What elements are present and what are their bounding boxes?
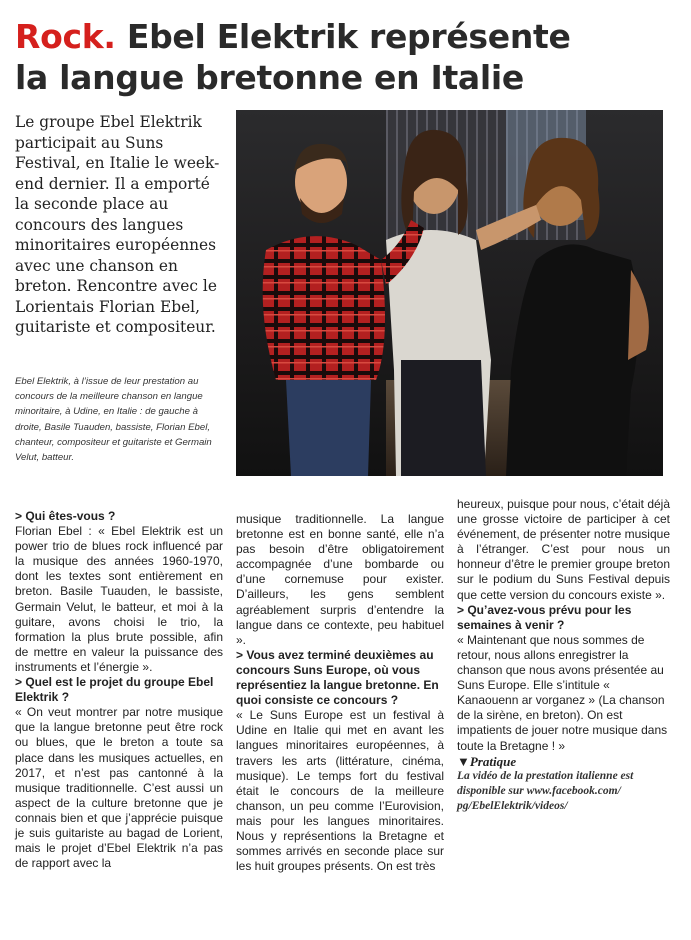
headline-line-2: la langue bretonne en Italie [15,58,524,97]
pratique-text: La vidéo de la prestation italienne est disponible sur www.facebook.com/ pg/EbelElektrik/videos/ [457,769,634,813]
headline-kicker: Rock. [15,17,116,56]
band-photo [236,110,663,476]
column-2 [236,512,444,874]
column-3 [457,497,670,815]
answer-4: « Maintenant que nous sommes de retour, nous allons enregistrer la chanson que nous avons présentée au Suns Europe. Elle s’intitule « Kanaouenn ar vorganez » (La chanson de la sirène, en breton). On est impatients de jouer notre musique dans toute la Bretagne ! » [457,632,668,753]
answer-3-continued: heureux, puisque pour nous, c’était déjà une grosse victoire de participer à cet événement, de présenter notre musique à l’étranger. C’est pour nous un honneur d’être le premier groupe breton sur le podium du Suns Festival depuis que cette version du concours existe ». [457,497,670,602]
answer-2-continued: musique traditionnelle. La langue bretonne est en bonne santé, elle n’a pas besoin d’être obligatoirement accompagnée d’une bombarde ou d’une cornemuse pour exister. D’ailleurs, les gens semblent agréablement surpris d’entendre la langue dans ce contexte, peu habituel ». [236,512,444,647]
lead-paragraph: Le groupe Ebel Elektrik participait au Suns Festival, en Italie le week-end dernier. Il a emporté la seconde place au concours des langues minoritaires européennes avec une chanson en breton. Rencontre avec le Lorientais Florian Ebel, guitariste et compositeur. [15,113,220,336]
answer-1: Florian Ebel : « Ebel Elektrik est un power trio de blues rock influencé par la musique des années 1960-1970, dont les textes sont entièrement en breton. Basile Tuauden, le bassiste, Germain Velut, le batteur, et moi à la guitare, avons choisi le trio, la formation la plus brute possible, afin de mettre en valeur la puissance des instruments et l’énergie ». [15,524,223,674]
question-3: > Vous avez terminé deuxièmes au concours Suns Europe, où vous représentiez la langue bretonne. En quoi consiste ce concours ? [236,647,439,708]
headline-title-part-1: Ebel Elektrik représente [126,17,571,56]
headline [15,16,685,98]
headline-line-1 [15,16,685,57]
column-1 [15,509,223,871]
answer-3: « Le Suns Europe est un festival à Udine en Italie qui met en avant les langues minoritaires européennes, à travers les arts (littérature, cinéma, musique). Le temps fort du festival était le concours de la meilleure chanson, un peu comme l’Eurovision, mais pour les langues minoritaires. Nous y représentions la Bretagne et sommes arrivés en seconde place sur les huit groupes présents. On est très [236,708,444,874]
question-2: > Quel est le projet du groupe Ebel Elektrik ? [15,675,214,705]
band-photo-illustration [236,110,663,476]
question-1: > Qui êtes-vous ? [15,509,116,523]
answer-2: « On veut montrer par notre musique que la langue bretonne peut être rock ou blues, que le breton a toute sa place dans les musiques actuelles, en 2017, et n’est pas cantonné à la musique traditionnelle. C’est aussi un aspect de la culture bretonne que je connais bien et que j’apprécie puisque je suis guitariste au bagad de Lorient, mais le projet d’Ebel Elektrik n’a pas de rapport avec la [15,705,223,871]
photo-caption: Ebel Elektrik, à l’issue de leur prestation au concours de la meilleure chanson en langue minoritaire, à Udine, en Italie : de gauche à droite, Basile Tuauden, bassiste, Florian Ebel, chanteur, compositeur et guitariste et Germain Velut, batteur. [15,376,212,464]
question-4: > Qu’avez-vous prévu pour les semaines à venir ? [457,602,632,632]
pratique-title: ▼Pratique [457,753,517,769]
